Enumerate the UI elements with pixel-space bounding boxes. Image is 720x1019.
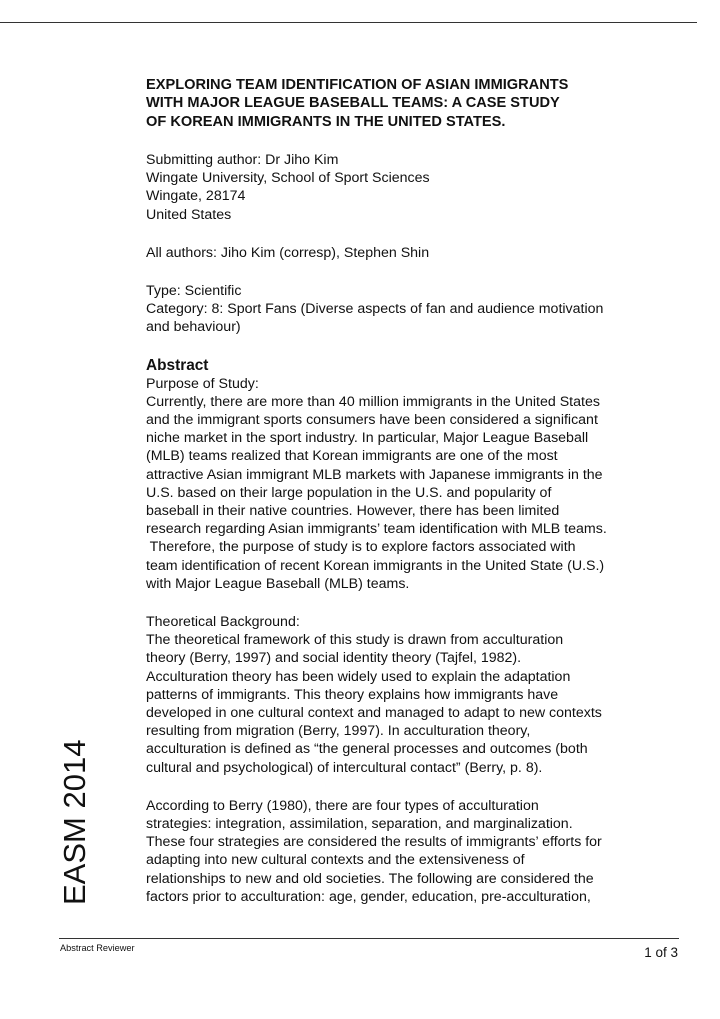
paper-type: Type: Scientific: [146, 282, 242, 299]
city: Wingate, 28174: [146, 188, 246, 205]
purpose-paragraph: [146, 393, 666, 593]
document-body: [146, 76, 666, 906]
background-line: cultural and psychological) of intercultural contact” (Berry, p. 8).: [146, 759, 543, 776]
category-line: and behaviour): [146, 319, 241, 336]
purpose-line: team identification of recent Korean immigrants in the United State (U.S.): [146, 557, 605, 574]
page-number: 1 of 3: [644, 945, 678, 960]
purpose-line: Currently, there are more than 40 million immigrants in the United States: [146, 393, 600, 410]
institution: Wingate University, School of Sport Sciences: [146, 170, 430, 187]
top-rule: [0, 22, 697, 23]
purpose-line: niche market in the sport industry. In particular, Major League Baseball: [146, 430, 589, 447]
background-line: resulting from migration (Berry, 1997). In acculturation theory,: [146, 723, 531, 740]
berry-block: [146, 797, 666, 906]
all-authors: All authors: Jiho Kim (corresp), Stephen Shin: [146, 244, 430, 261]
title-line: EXPLORING TEAM IDENTIFICATION OF ASIAN IMMIGRANTS: [146, 77, 569, 93]
authors-block: [146, 244, 666, 262]
berry-line: adapting into new cultural contexts and the extensiveness of: [146, 852, 525, 869]
footer-rule: [59, 938, 679, 939]
berry-line: factors prior to acculturation: age, gender, education, pre-acculturation,: [146, 888, 591, 905]
purpose-line: baseball in their native countries. However, there has been limited: [146, 502, 560, 519]
background-line: patterns of immigrants. This theory explains how immigrants have: [146, 686, 559, 703]
berry-line: According to Berry (1980), there are four types of acculturation: [146, 797, 539, 814]
title-line: WITH MAJOR LEAGUE BASEBALL TEAMS: A CASE STUDY: [146, 95, 560, 112]
background-line: developed in one cultural context and managed to adapt to new contexts: [146, 704, 602, 721]
purpose-line: (MLB) teams realized that Korean immigrants are one of the most: [146, 448, 558, 465]
berry-line: relationships to new and old societies. The following are considered the: [146, 870, 594, 887]
country: United States: [146, 206, 232, 223]
submitting-author: Submitting author: Dr Jiho Kim: [146, 151, 339, 168]
footer-reviewer-label: Abstract Reviewer: [60, 943, 135, 953]
abstract-section: [146, 357, 666, 906]
purpose-line: U.S. based on their large population in the U.S. and popularity of: [146, 484, 552, 501]
purpose-line: attractive Asian immigrant MLB markets with Japanese immigrants in the: [146, 466, 603, 483]
berry-paragraph: [146, 797, 666, 906]
background-line: Acculturation theory has been widely used to explain the adaptation: [146, 668, 571, 685]
purpose-label: Purpose of Study:: [146, 375, 259, 392]
background-block: [146, 613, 666, 777]
purpose-line: with Major League Baseball (MLB) teams.: [146, 575, 410, 592]
abstract-heading: Abstract: [146, 356, 209, 374]
background-label: Theoretical Background:: [146, 613, 300, 630]
berry-line: These four strategies are considered the results of immigrants’ efforts for: [146, 834, 602, 851]
purpose-line: Therefore, the purpose of study is to explore factors associated with: [146, 539, 576, 556]
conference-side-label: EASM 2014: [57, 739, 92, 905]
background-line: acculturation is defined as “the general processes and outcomes (both: [146, 741, 588, 758]
type-category-block: [146, 282, 666, 337]
background-paragraph: [146, 631, 666, 777]
title-line: OF KOREAN IMMIGRANTS IN THE UNITED STATES.: [146, 113, 506, 130]
category-line: Category: 8: Sport Fans (Diverse aspects of fan and audience motivation: [146, 301, 604, 318]
purpose-line: and the immigrant sports consumers have been considered a significant: [146, 411, 598, 428]
purpose-line: research regarding Asian immigrants’ team identification with MLB teams.: [146, 521, 607, 538]
submitter-block: [146, 151, 666, 224]
paper-title: [146, 76, 666, 131]
background-line: theory (Berry, 1997) and social identity theory (Tajfel, 1982).: [146, 650, 522, 667]
berry-line: strategies: integration, assimilation, separation, and marginalization.: [146, 815, 573, 832]
background-line: The theoretical framework of this study is drawn from acculturation: [146, 632, 564, 649]
